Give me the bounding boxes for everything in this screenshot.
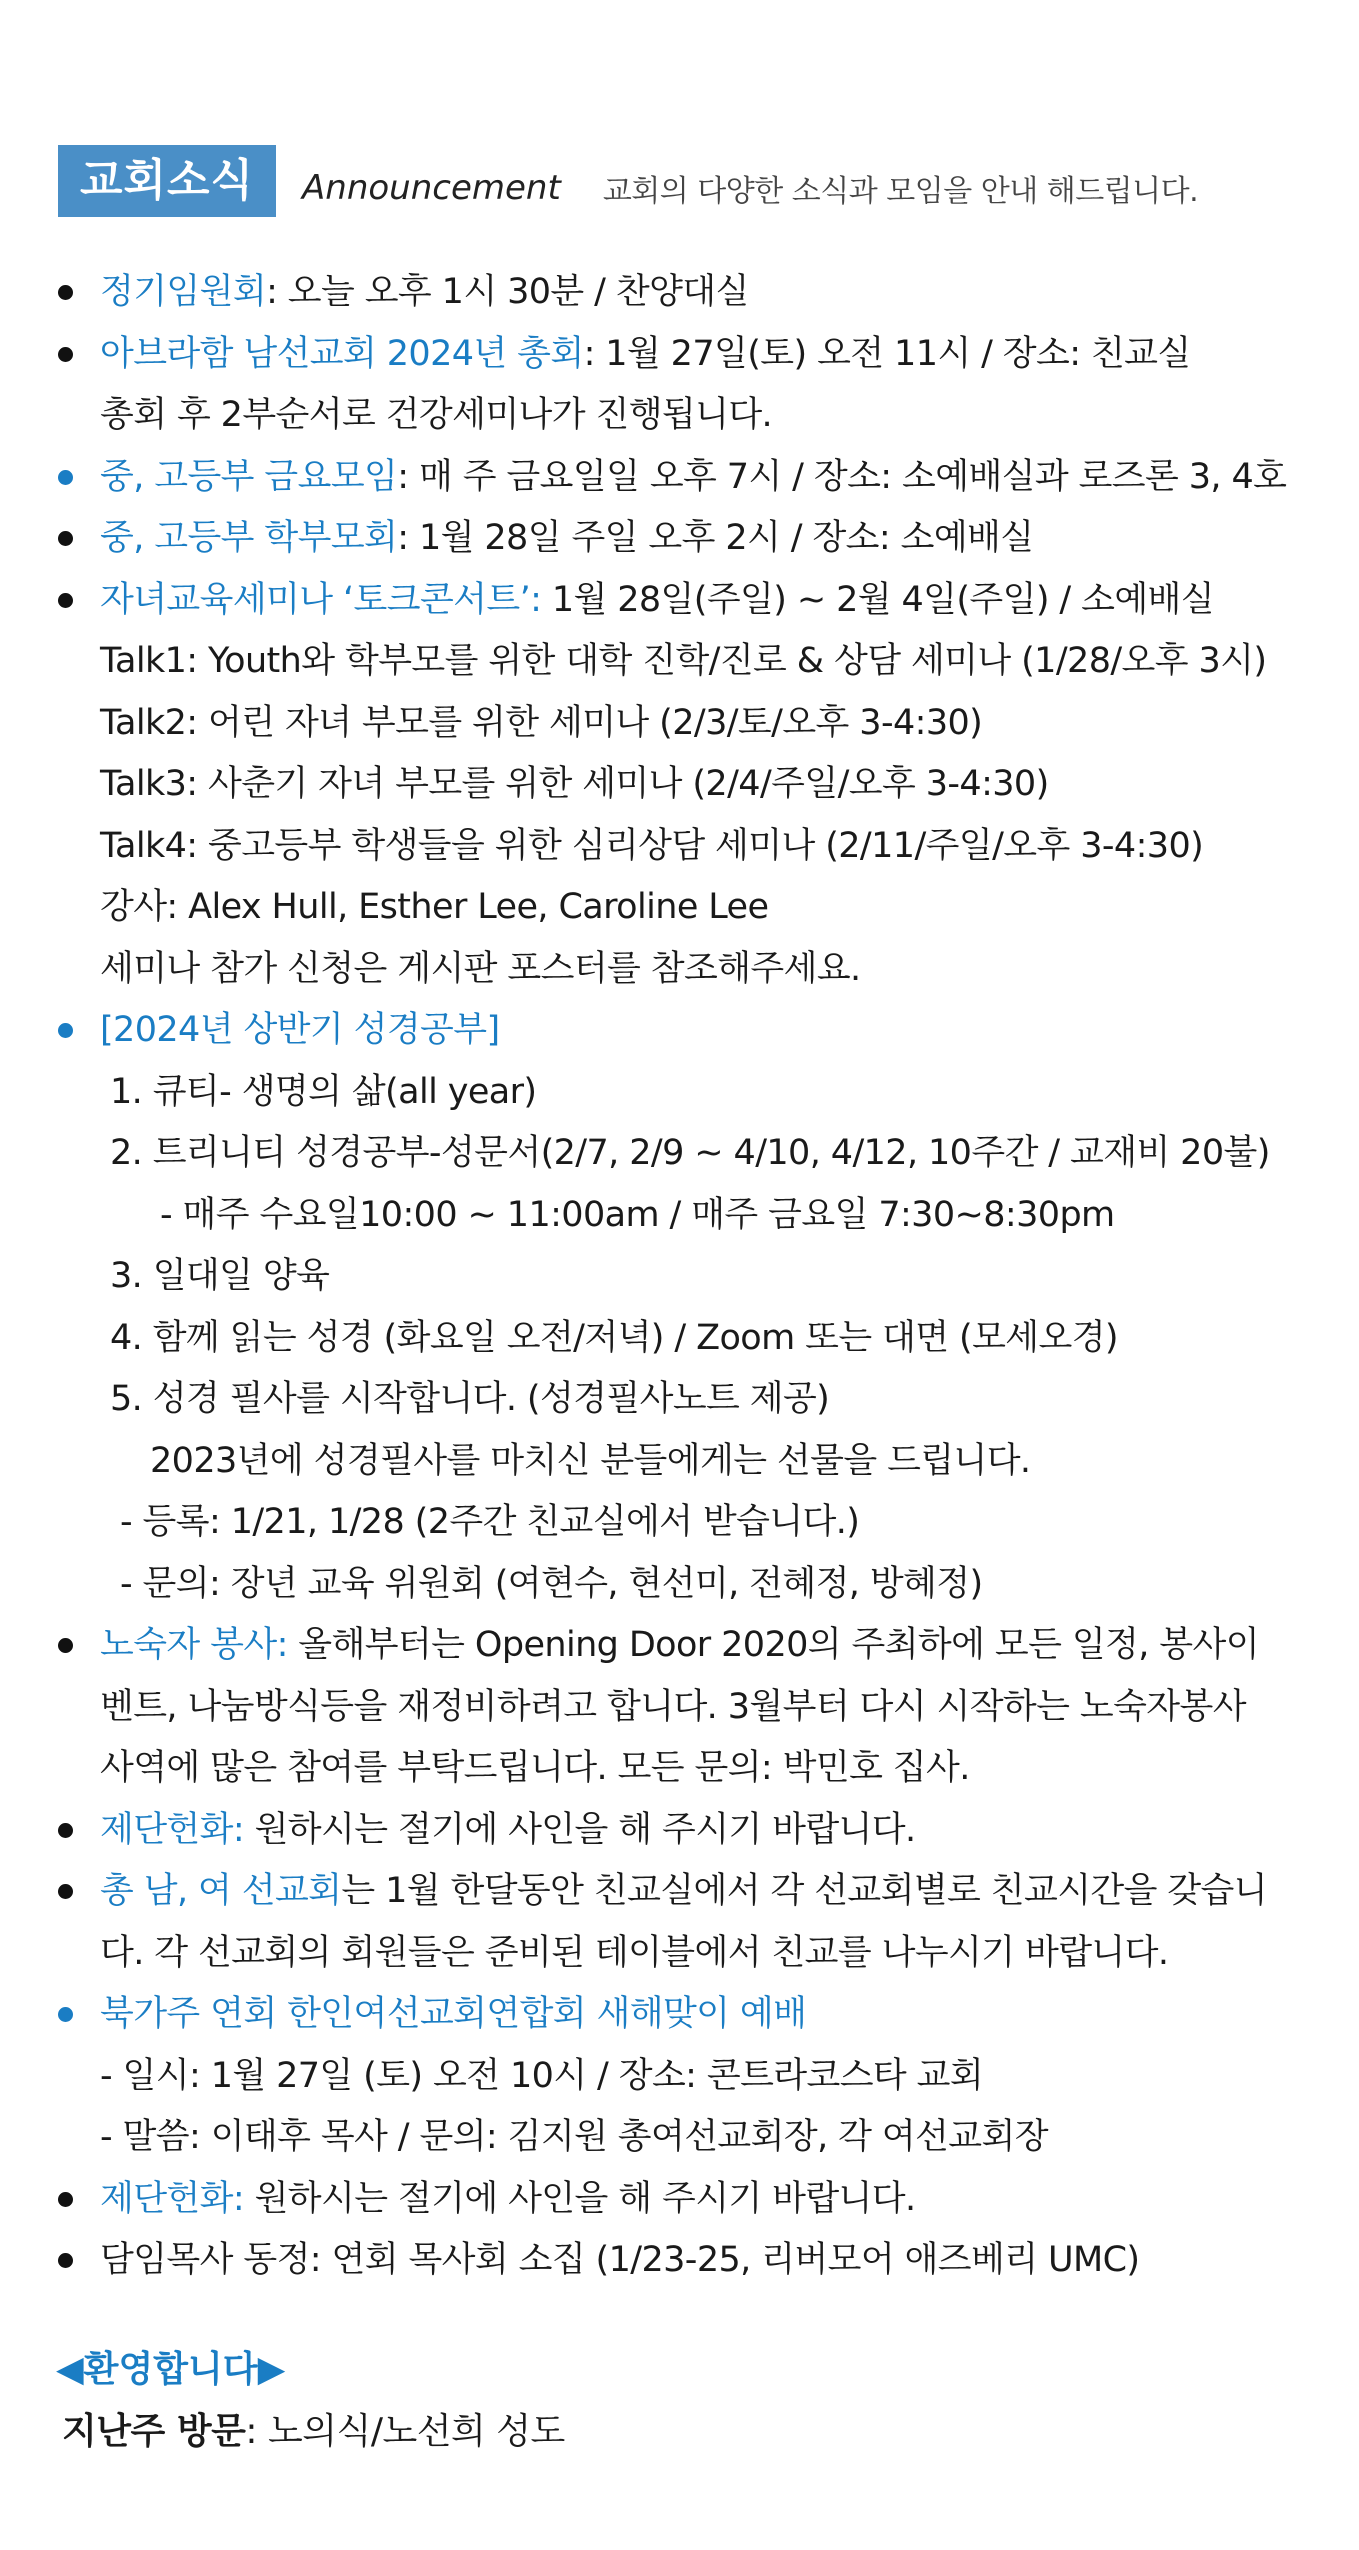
section-subtitle-en: Announcement (302, 168, 561, 208)
item-line: 사역에 많은 참여를 부탁드립니다. 모든 문의: 박민호 집사. (100, 1748, 970, 1788)
bullet-icon (58, 2192, 73, 2207)
item-label: 정기임원회 (100, 272, 267, 312)
item-text: 원하시는 절기에 사인을 해 주시기 바랍니다. (244, 2178, 916, 2219)
item-text: 담임목사 동정: 연회 목사회 소집 (1/23-25, 리버모어 애즈베리 UMC) (100, 2240, 1140, 2280)
item-line: 강사: Alex Hull, Esther Lee, Caroline Lee (100, 887, 769, 927)
bullet-icon (58, 1884, 73, 1899)
list-item (58, 447, 1338, 509)
item-line: 벤트, 나눔방식등을 재정비하려고 합니다. 3월부터 다시 시작하는 노숙자봉사 (100, 1686, 1246, 1727)
item-line: 3. 일대일 양육 (110, 1256, 330, 1296)
item-line: Talk4: 중고등부 학생들을 위한 심리상담 세미나 (2/11/주일/오후 3-4:30) (100, 825, 1204, 866)
item-line: 다. 각 선교회의 회원들은 준비된 테이블에서 친교를 나누시기 바랍니다. (100, 1932, 1169, 1973)
bullet-icon (58, 2253, 73, 2268)
item-text: 올해부터는 Opening Door 2020의 주최하에 모든 일정, 봉사이 (287, 1625, 1259, 1665)
item-line: 5. 성경 필사를 시작합니다. (성경필사노트 제공) (110, 1379, 830, 1419)
item-label: 자녀교육세미나 ‘토크콘서트’: (100, 579, 542, 620)
item-line: Talk3: 사춘기 자녀 부모를 위한 세미나 (2/4/주일/오후 3-4:30) (100, 764, 1049, 804)
item-line: 세미나 참가 신청은 게시판 포스터를 참조해주세요. (100, 948, 861, 989)
list-item (58, 1984, 1338, 2169)
list-item (58, 1861, 1338, 1984)
item-line: 2023년에 성경필사를 마치신 분들에게는 선물을 드립니다. (150, 1440, 1031, 1481)
section-title: 교회소식 (58, 145, 276, 217)
bullet-icon (58, 1023, 73, 1038)
visitor-label: 지난주 방문 (62, 2411, 246, 2452)
item-line: 2. 트리니티 성경공부-성문서(2/7, 2/9 ~ 4/10, 4/12, 10주간 / 교재비 20불) (110, 1133, 1270, 1173)
item-label: 제단헌화: (100, 2178, 245, 2219)
list-item (58, 324, 1338, 447)
list-item (58, 1000, 1338, 1615)
item-line: Talk2: 어린 자녀 부모를 위한 세미나 (2/3/토/오후 3-4:30) (100, 702, 983, 743)
item-label: 제단헌화: (100, 1809, 245, 1850)
bullet-icon (58, 285, 73, 300)
list-item (58, 1615, 1338, 1800)
item-text: : 매 주 금요일일 오후 7시 / 장소: 소예배실과 로즈론 3, 4호 (397, 456, 1287, 497)
item-line: Talk1: Youth와 학부모를 위한 대학 진학/진로 & 상담 세미나 (1/28/오후 3시) (100, 641, 1267, 681)
item-text: 원하시는 절기에 사인을 해 주시기 바랍니다. (244, 1809, 916, 1850)
list-item (58, 2169, 1338, 2231)
bullet-icon (58, 593, 73, 608)
item-line: - 말씀: 이태후 목사 / 문의: 김지원 총여선교회장, 각 여선교회장 (100, 2117, 1048, 2157)
bullet-icon (58, 347, 73, 362)
bullet-icon (58, 531, 73, 546)
list-item (58, 570, 1338, 1001)
bullet-icon (58, 1638, 73, 1653)
bullet-icon (58, 2007, 73, 2022)
bullet-icon (58, 470, 73, 485)
item-text: : 오늘 오후 1시 30분 / 찬양대실 (266, 272, 749, 312)
item-label: 아브라함 남선교회 2024년 총회 (100, 333, 584, 374)
item-label: 노숙자 봉사: (100, 1625, 288, 1665)
item-label: 중, 고등부 금요모임 (100, 456, 398, 497)
item-line: - 등록: 1/21, 1/28 (2주간 친교실에서 받습니다.) (120, 1502, 860, 1542)
announcement-list (58, 262, 1338, 2292)
visitor-text: : 노의식/노선희 성도 (245, 2411, 565, 2452)
item-label: [2024년 상반기 성경공부] (100, 1010, 500, 1050)
item-line: 4. 함께 읽는 성경 (화요일 오전/저녁) / Zoom 또는 대면 (모세오경) (110, 1317, 1118, 1358)
item-line: - 문의: 장년 교육 위원회 (여현수, 현선미, 전혜정, 방혜정) (120, 1563, 983, 1604)
item-text: : 1월 28일 주일 오후 2시 / 장소: 소예배실 (397, 518, 1034, 558)
item-label: 총 남, 여 선교회 (100, 1871, 342, 1911)
header (58, 144, 1198, 218)
item-text: 1월 28일(주일) ~ 2월 4일(주일) / 소예배실 (541, 579, 1214, 620)
list-item (58, 2230, 1338, 2292)
list-item (58, 262, 1338, 324)
welcome-heading: ◀환영합니다▶ (56, 2349, 286, 2390)
bullet-icon (58, 1823, 73, 1838)
item-text: : 1월 27일(토) 오전 11시 / 장소: 친교실 (583, 333, 1191, 374)
visitor-line (62, 2402, 565, 2462)
list-item (58, 508, 1338, 570)
section-description: 교회의 다양한 소식과 모임을 안내 해드립니다. (602, 174, 1199, 209)
item-line: 1. 큐티- 생명의 삶(all year) (110, 1071, 537, 1112)
item-label: 중, 고등부 학부모회 (100, 518, 398, 558)
item-label: 북가주 연회 한인여선교회연합회 새해맞이 예배 (100, 1994, 807, 2034)
item-line: - 매주 수요일10:00 ~ 11:00am / 매주 금요일 7:30~8:30pm (160, 1194, 1115, 1235)
list-item (58, 1800, 1338, 1862)
item-line: - 일시: 1월 27일 (토) 오전 10시 / 장소: 콘트라코스타 교회 (100, 2055, 984, 2096)
item-line: 총회 후 2부순서로 건강세미나가 진행됩니다. (100, 395, 773, 435)
item-text: 는 1월 한달동안 친교실에서 각 선교회별로 친교시간을 갖습니 (341, 1871, 1267, 1911)
